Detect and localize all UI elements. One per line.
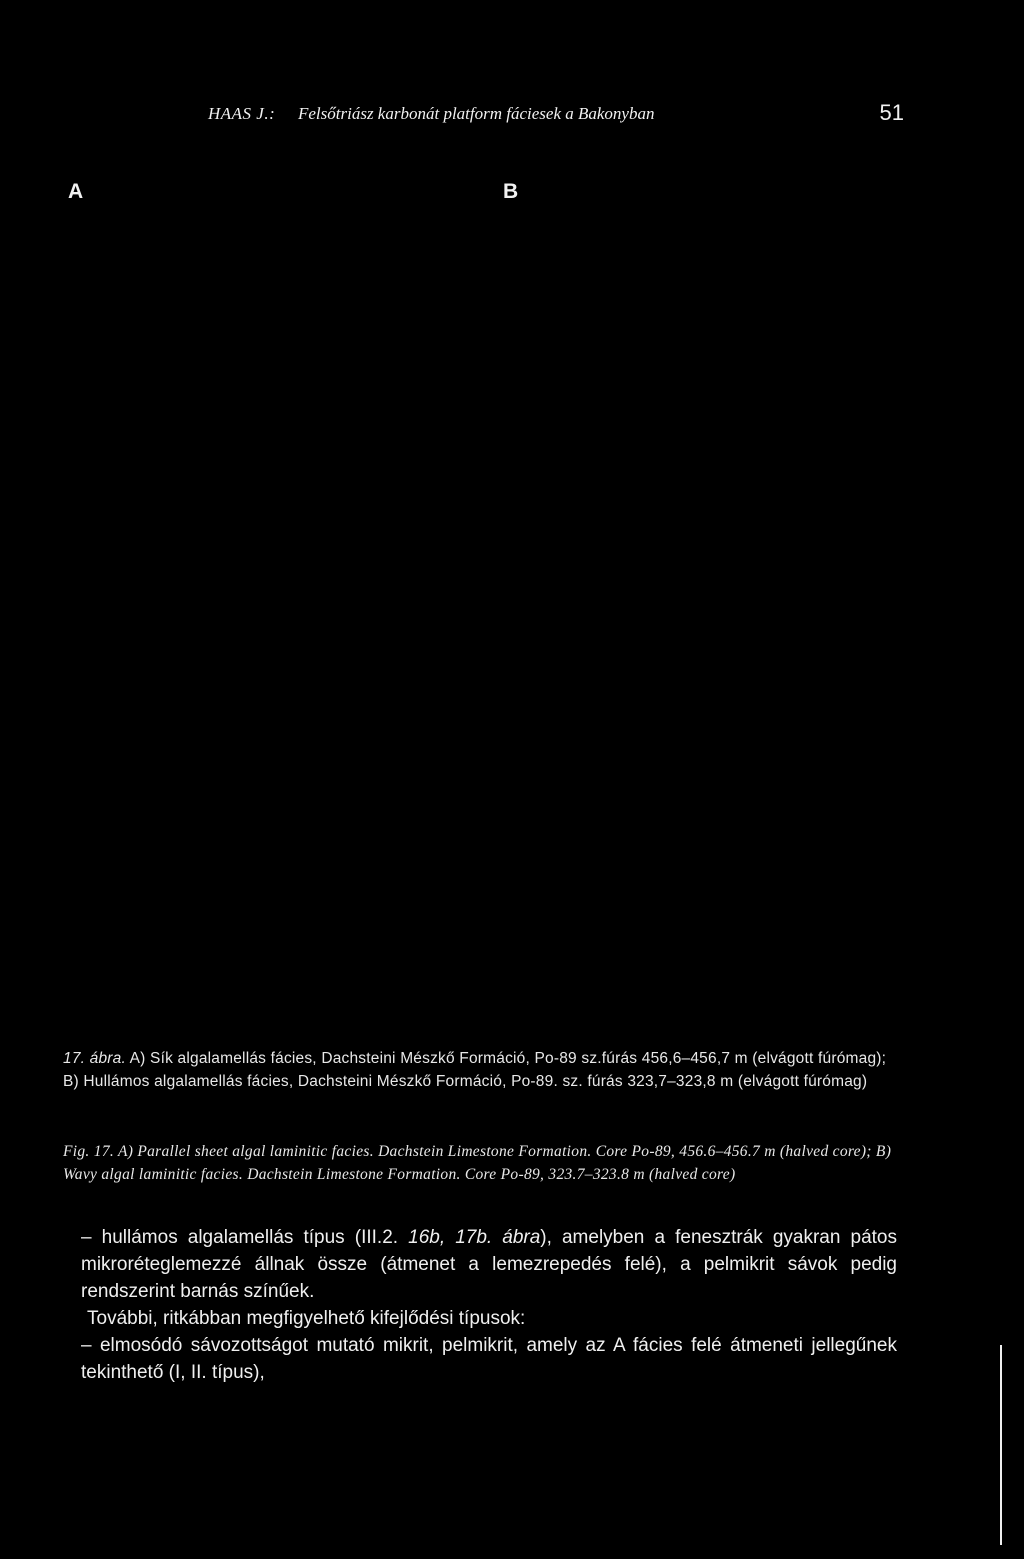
- list-item-wavy-type: [63, 1224, 897, 1305]
- margin-rule: [1000, 1345, 1002, 1545]
- core-photo-b: [492, 215, 902, 1015]
- figure-reference: 16b, 17b. ábra: [408, 1227, 541, 1248]
- list-item-rest: ), amelyben a fenesztrák gyakran pátos mikroréteglemezzé állnak össze (átmenet a lemezrepedés felé), a pelmikrit sávok pedig rendszerint barnás színűek.: [81, 1227, 898, 1302]
- header-title: Felsőtriász karbonát platform fáciesek a Bakonyban: [298, 104, 655, 123]
- body-text: [63, 1224, 897, 1386]
- paragraph-further-types: További, ritkábban megfigyelhető kifejlődési típusok:: [87, 1308, 526, 1329]
- running-header: [208, 100, 904, 132]
- core-photo-a: [52, 215, 472, 1015]
- figure-caption-english: Fig. 17. A) Parallel sheet algal laminitic facies. Dachstein Limestone Formation. Core Po-89, 456.6–456.7 m (halved core); B) Wavy algal laminitic facies. Dachstein Limestone Formation. Core Po-89, 323.7–323.8 m (halved core): [63, 1143, 892, 1183]
- header-author: HAAS J.:: [208, 104, 276, 123]
- figure-number-label: 17. ábra.: [63, 1050, 126, 1067]
- caption-hungarian-text: A) Sík algalamellás fácies, Dachsteini Mészkő Formáció, Po-89 sz.fúrás 456,6–456,7 m (elvágott fúrómag); B) Hullámos algalamellás fácies, Dachsteini Mészkő Formáció, Po-89. sz. fúrás 323,7–323,8 m (elvágott fúrómag): [63, 1050, 887, 1090]
- list-item-lead: – hullámos algalamellás típus (III.2.: [81, 1227, 409, 1248]
- panel-label-b: B: [503, 180, 519, 203]
- figure-caption-hungarian: [63, 1047, 897, 1093]
- figure-photographs: [52, 215, 902, 1015]
- page-number: 51: [879, 100, 904, 125]
- panel-label-a: A: [68, 180, 84, 203]
- list-item-micrite: – elmosódó sávozottságot mutató mikrit, pelmikrit, amely az A fácies felé átmeneti jellegűnek tekinthető (I, II. típus),: [81, 1335, 897, 1383]
